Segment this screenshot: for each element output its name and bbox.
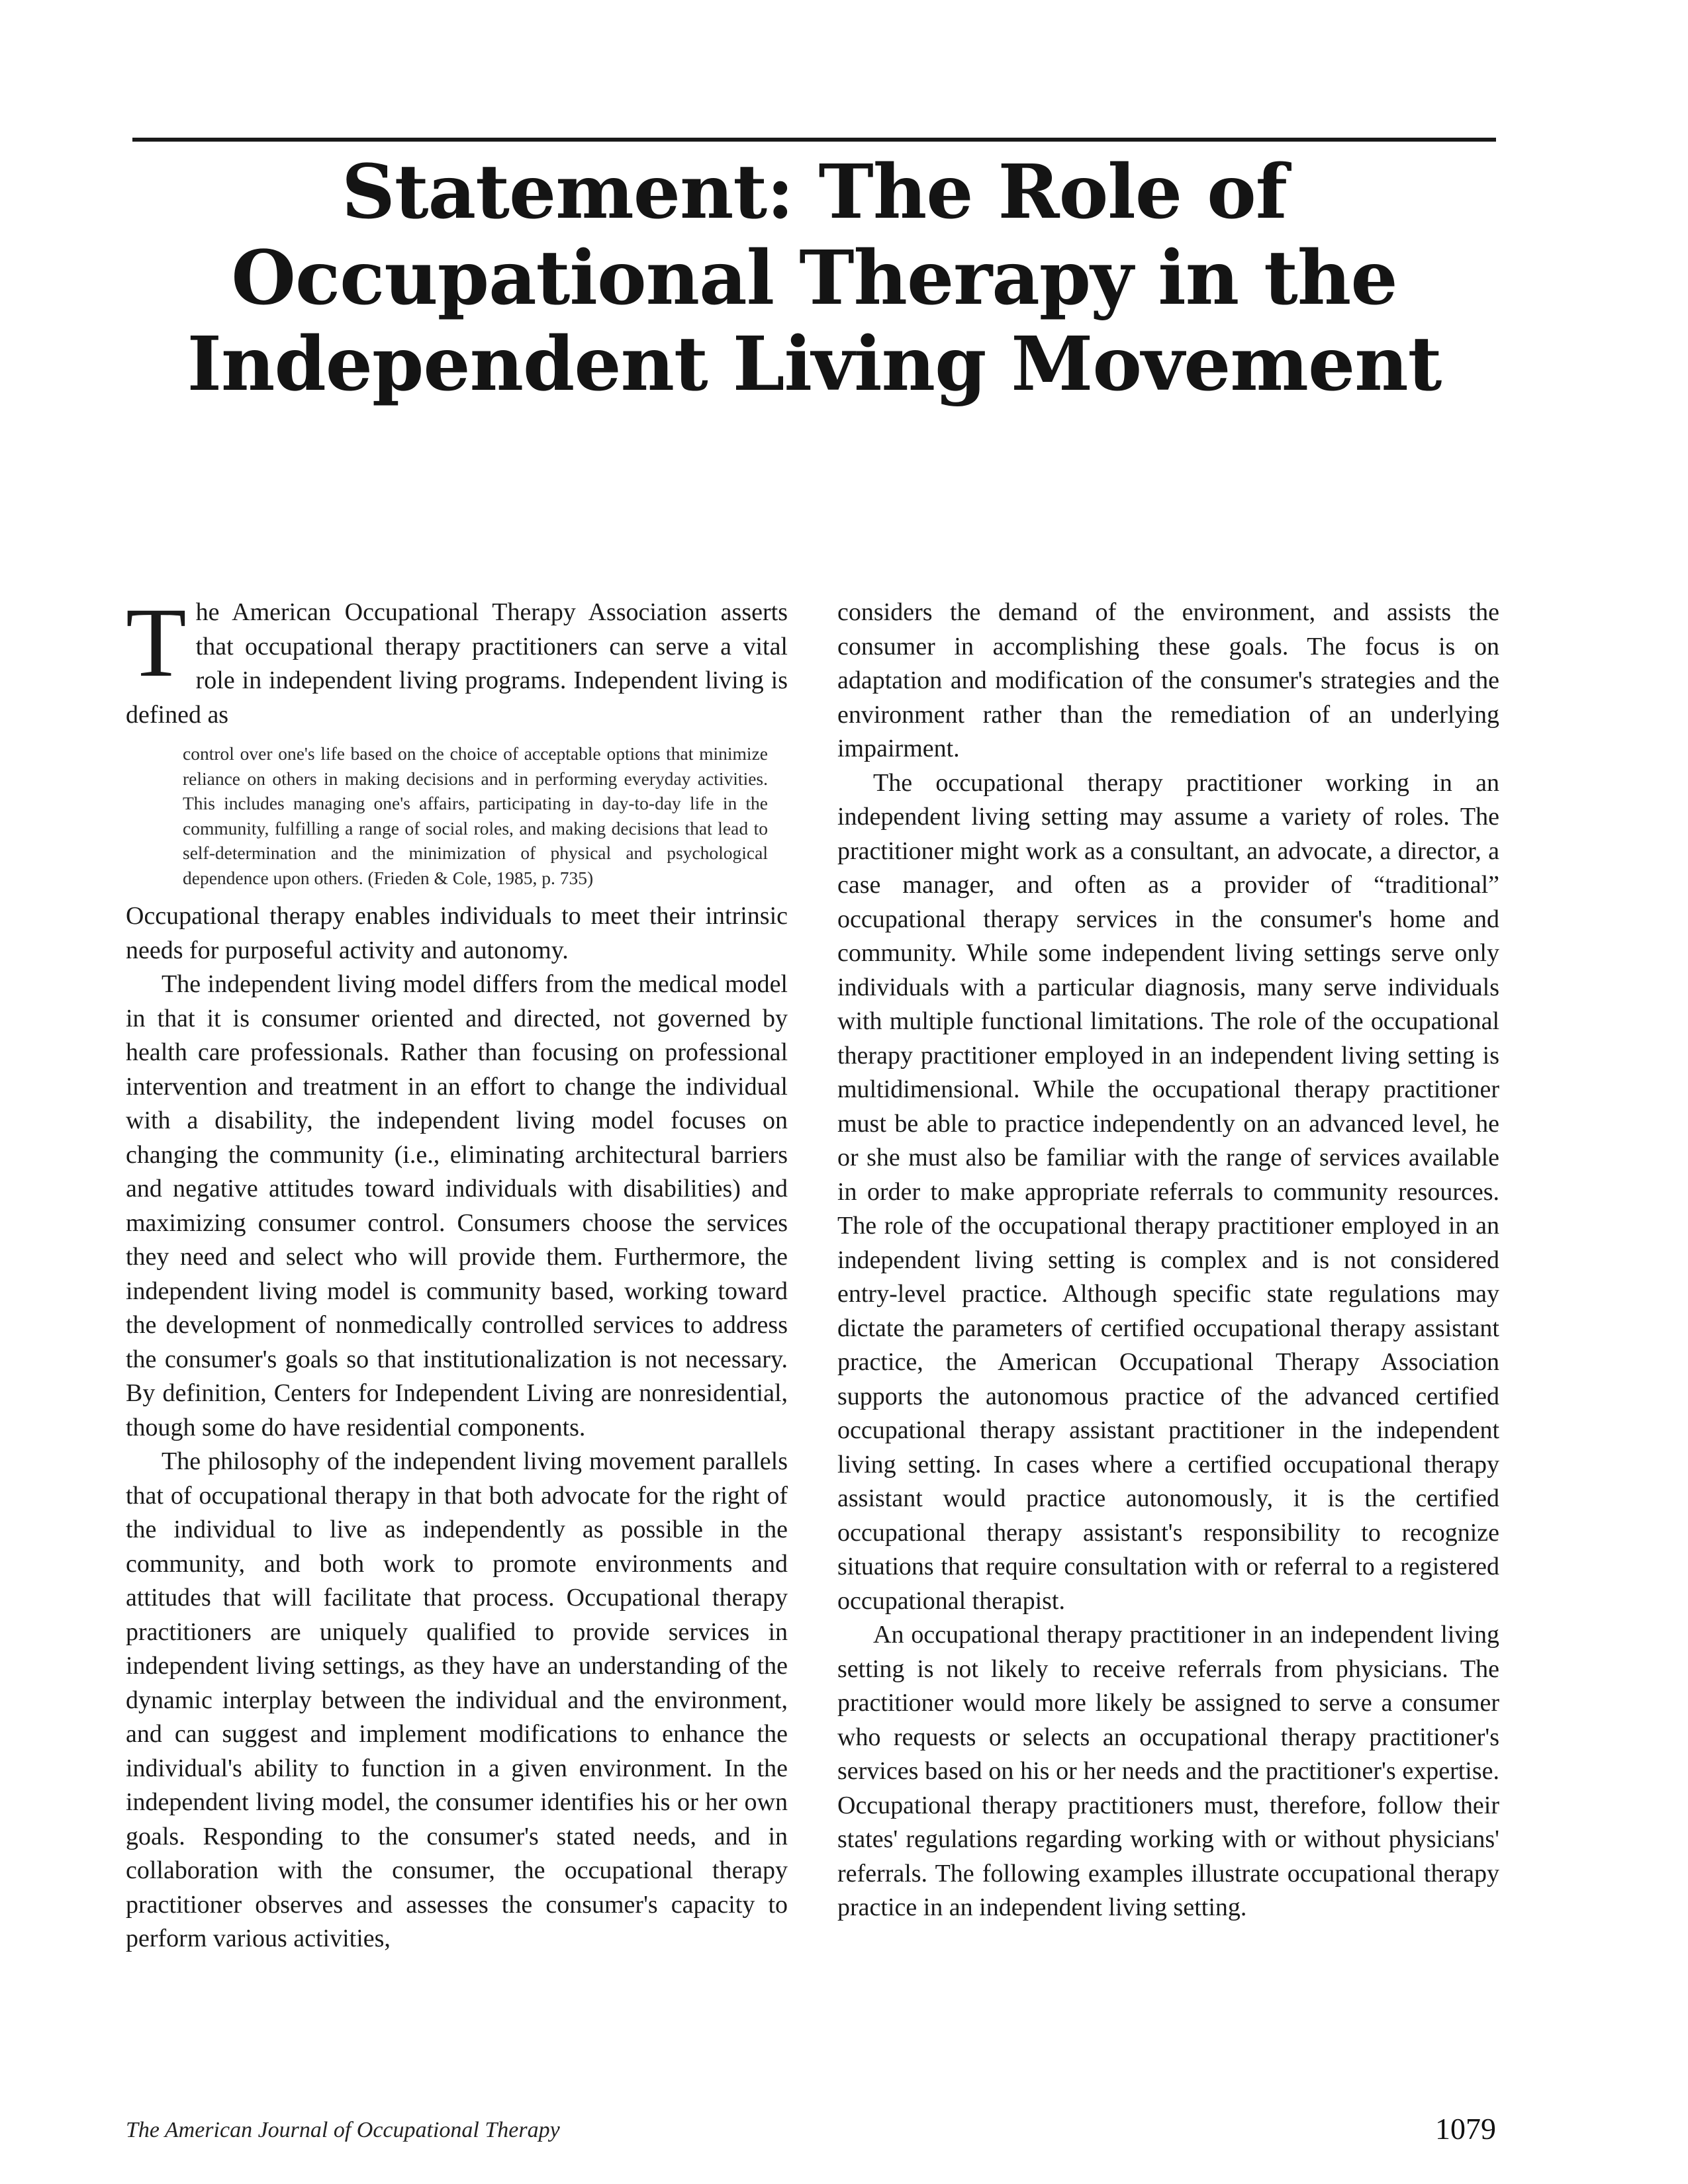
- footer-journal-name: The American Journal of Occupational Therapy: [126, 2118, 560, 2142]
- top-rule: [132, 138, 1496, 142]
- right-paragraph-2: The occupational therapy practitioner working in an independent living setting may assume a variety of roles. The practitioner might work as a consultant, an advocate, a director, a case manager, and often as a provider of “traditional” occupational therapy services in the consumer's home and community. While some independent living settings serve only individuals with a particular diagnosis, many serve individuals with multiple functional limitations. The role of the occupational therapy practitioner employed in an independent living setting is multidimensional. While the occupational therapy practitioner must be able to practice independently on an advanced level, he or she must also be familiar with the range of services available in order to make appropriate referrals to community resources. The role of the occupational therapy practitioner employed in an independent living setting is complex and is not considered entry-level practice. Although specific state regulations may dictate the parameters of certified occupational therapy assistant practice, the American Occupational Therapy Association supports the autonomous practice of the advanced certified occupational therapy assistant practitioner in the independent living setting. In cases where a certified occupational therapy assistant would practice autonomously, it is the certified occupational therapy assistant's responsibility to recognize situations that require consultation with or referral to a registered occupational therapist.: [837, 768, 1499, 1615]
- left-paragraph-3: The philosophy of the independent living movement parallels that of occupational therapy in that both advocate for the right of the individual to live as independently as possible in the community, and both work to promote environments and attitudes that will facilitate that process. Occupational therapy practitioners are uniquely qualified to provide services in independent living settings, as they have an understanding of the dynamic interplay between the individual and the environment, and can suggest and implement modifications to enhance the individual's ability to function in a given environment. In the independent living model, the consumer identifies his or her own goals. Responding to the consumer's stated needs, and in collaboration with the consumer, the occupational therapy practitioner observes and assesses the consumer's capacity to perform various activities,: [126, 1447, 788, 1952]
- article-title: Statement: The Role of Occupational Therapy in the Independent Living Movement: [187, 149, 1442, 408]
- intro-text: he American Occupational Therapy Association asserts that occupational therapy practitioners can serve a vital role in independent living programs. Independent living is defined as: [126, 598, 788, 729]
- intro-paragraph: [126, 588, 788, 732]
- right-paragraph-1: considers the demand of the environment, and assists the consumer in accomplishing these goals. The focus is on adaptation and modification of the consumer's strategies and the environment rather than the remediation of an underlying impairment.: [837, 598, 1499, 762]
- block-quote: control over one's life based on the choice of acceptable options that minimize reliance on others in making decisions and in performing everyday activities. This includes managing one's affairs, participating in day-to-day life in the community, fulfilling a range of social roles, and making decisions that lead to self-determination and the minimization of physical and psychological dependence upon others. (Frieden & Cole, 1985, p. 735): [183, 743, 768, 888]
- right-paragraph-3: An occupational therapy practitioner in an independent living setting is not likely to receive referrals from physicians. The practitioner would more likely be assigned to serve a consumer who requests or selects an occupational therapy practitioner's services based on his or her needs and the practitioner's expertise. Occupational therapy practitioners must, therefore, follow their states' regulations regarding working with or without physicians' referrals. The following examples illustrate occupational therapy practice in an independent living setting.: [837, 1621, 1499, 1921]
- left-paragraph-1: Occupational therapy enables individuals to meet their intrinsic needs for purposeful activity and autonomy.: [126, 902, 788, 964]
- left-paragraph-2: The independent living model differs from the medical model in that it is consumer oriented and directed, not governed by health care professionals. Rather than focusing on professional intervention and treatment in an effort to change the individual with a disability, the independent living model focuses on changing the community (i.e., eliminating architectural barriers and negative attitudes toward individuals with disabilities) and maximizing consumer control. Consumers choose the services they need and select who will provide them. Furthermore, the independent living model is community based, working toward the development of nonmedically controlled services to address the consumer's goals so that institutionalization is not necessary. By definition, Centers for Independent Living are nonresidential, though some do have residential components.: [126, 970, 788, 1441]
- drop-cap: T: [126, 588, 187, 698]
- right-column: [837, 596, 1499, 1925]
- footer-page-number: 1079: [1435, 2112, 1496, 2146]
- left-column: [126, 588, 788, 1956]
